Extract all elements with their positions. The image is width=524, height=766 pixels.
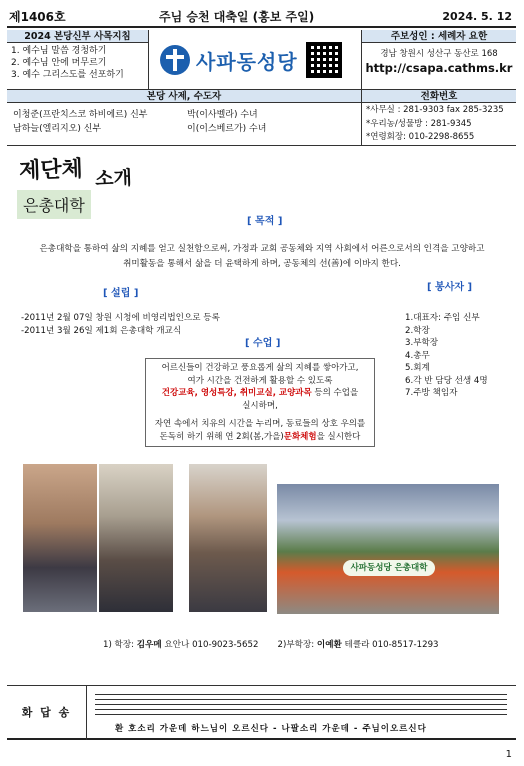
- patron-saint: 주보성인 : 세례자 요한: [362, 30, 516, 43]
- header: [7, 30, 516, 90]
- class-line: 자연 속에서 치유의 시간을 누리며, 동료들의 상호 우의를: [154, 419, 366, 429]
- sister-name: 박(이사벨라) 수녀: [187, 110, 258, 120]
- church-address: 경남 창원시 성산구 동산로 168: [380, 49, 498, 59]
- history-list: [21, 312, 220, 338]
- title-bar: [7, 6, 516, 28]
- volunteer-item: 3.부학장: [405, 338, 439, 348]
- staff-title: 본당 사제, 수도자: [7, 90, 361, 103]
- volunteer-heading: [ 봉사자 ]: [427, 282, 473, 293]
- volunteer-item: 7.주방 책임자: [405, 388, 458, 398]
- class-line: [150, 431, 370, 444]
- leader-contact: 요안나 010-9023-5652: [161, 640, 259, 650]
- psalm-label: 화 답 송: [7, 686, 87, 740]
- leader-contact: 테클라 010-8517-1293: [341, 640, 439, 650]
- group-name: 은총대학: [17, 190, 91, 219]
- volunteer-item: 2.학장: [405, 325, 430, 336]
- class-subjects: 건강교육, 영성특강, 취미교실, 교양과목: [161, 388, 312, 398]
- group-banner: 사파동성당 은총대학: [343, 560, 435, 576]
- volunteer-item: 4.총무: [405, 350, 430, 361]
- cultural-experience: 문화체험: [283, 431, 317, 442]
- pastoral-item: 2. 예수님 안에 머무르기: [11, 58, 107, 68]
- sister-list: [187, 108, 266, 136]
- pastoral-title: 2024 본당신부 사목지침: [7, 30, 148, 43]
- cross-logo-icon: [160, 45, 190, 75]
- class-description: [145, 358, 375, 447]
- class-line: 여가 시간을 건전하게 활용할 수 있도록: [187, 375, 333, 386]
- pastoral-guidelines: [7, 30, 149, 90]
- purpose-heading: [ 목적 ]: [247, 216, 283, 227]
- class-text: 돈독히 하기 위해 연 2회(봄,가을): [159, 431, 284, 442]
- staff-section: [7, 90, 516, 146]
- class-line: 어르신들이 건강하고 풍요롭게 삶의 지혜를 쌓아가고,: [161, 363, 359, 373]
- leader-name: 이예환: [316, 640, 342, 650]
- psalm-lyrics: 환 호소리 가운데 하느님이 오르신다 - 나팔소리 가운데 - 주님이오르신다: [115, 724, 427, 734]
- pastoral-item: 1. 예수님 말씀 경청하기: [11, 46, 107, 56]
- leader-role: 2)부학장:: [277, 640, 317, 650]
- photo-classroom: [99, 464, 173, 612]
- article-title-part: 소개: [94, 167, 133, 191]
- sister-name: 이(이스베르가) 수녀: [187, 124, 267, 134]
- article-title: [18, 150, 133, 191]
- church-logo-area: [150, 30, 360, 90]
- class-text: 등의 수업을: [311, 388, 359, 398]
- class-text: 을 실시한다: [316, 431, 361, 442]
- photo-ceremony: [23, 464, 97, 612]
- photo-group-outing: [277, 484, 499, 614]
- volunteer-item: 1.대표자: 주임 신부: [405, 313, 480, 323]
- contact-line: *연령회장: 010-2298-8655: [366, 132, 475, 142]
- group-introduction-article: [7, 146, 516, 686]
- history-item: -2011년 2월 07일 창원 시청에 비영리법인으로 등록: [21, 313, 220, 323]
- article-title-part: 제단체: [18, 155, 84, 184]
- contacts-title: 전화번호: [361, 90, 516, 103]
- issue-number: 제1406호: [9, 9, 66, 24]
- contact-line: *사무실 : 281-9303 fax 285-3235: [366, 105, 504, 115]
- pastoral-list: [7, 43, 148, 83]
- class-line: [150, 387, 370, 400]
- volunteer-list: [405, 312, 488, 400]
- issue-date: 2024. 5. 12: [442, 9, 512, 23]
- class-line: 실시하며,: [242, 400, 278, 411]
- contact-line: *우리농/성물방 : 281-9345: [366, 118, 472, 129]
- contact-list: [361, 103, 516, 146]
- church-info: [361, 30, 516, 90]
- bulletin-page: [7, 6, 516, 746]
- volunteer-item: 5.회계: [405, 363, 430, 373]
- purpose-text: [27, 242, 497, 272]
- class-heading: [ 수업 ]: [245, 338, 281, 349]
- responsorial-psalm: [7, 686, 516, 740]
- qr-code-icon: [306, 42, 342, 78]
- purpose-line: 취미활동을 통해서 삶을 더 윤택하게 하며, 공동체의 선(善)에 이바지 한다.: [123, 259, 401, 269]
- church-name: 사파동성당: [196, 49, 298, 74]
- history-heading: [ 설립 ]: [103, 288, 139, 299]
- purpose-line: 은총대학을 통하여 삶의 지혜를 얻고 실천함으로써, 가정과 교회 공동체와 지역 사회에서 어른으로서의 인격을 고양하고: [39, 244, 485, 254]
- priest-name: 이청준(프란치스코 하비에르) 신부: [13, 110, 148, 120]
- history-item: -2011년 3월 26일 제1회 은총대학 개교식: [21, 326, 182, 336]
- photo-drawing-class: [189, 464, 267, 612]
- music-staff-icon: [95, 694, 507, 716]
- volunteer-item: 6.각 반 담당 선생 4명: [405, 375, 488, 386]
- church-url[interactable]: http://csapa.cathms.kr: [365, 61, 513, 75]
- pastoral-item: 3. 예수 그리스도를 선포하기: [11, 70, 124, 80]
- page-number: 1: [505, 749, 512, 760]
- leader-name: 김우메: [136, 640, 162, 650]
- leader-role: 1) 학장:: [103, 640, 137, 650]
- priest-list: [13, 108, 147, 136]
- feast-title: 주님 승천 대축일 (홍보 주일): [159, 9, 315, 24]
- leader-contacts: [103, 638, 439, 650]
- priest-name: 남하늘(엘리지오) 신부: [13, 124, 102, 134]
